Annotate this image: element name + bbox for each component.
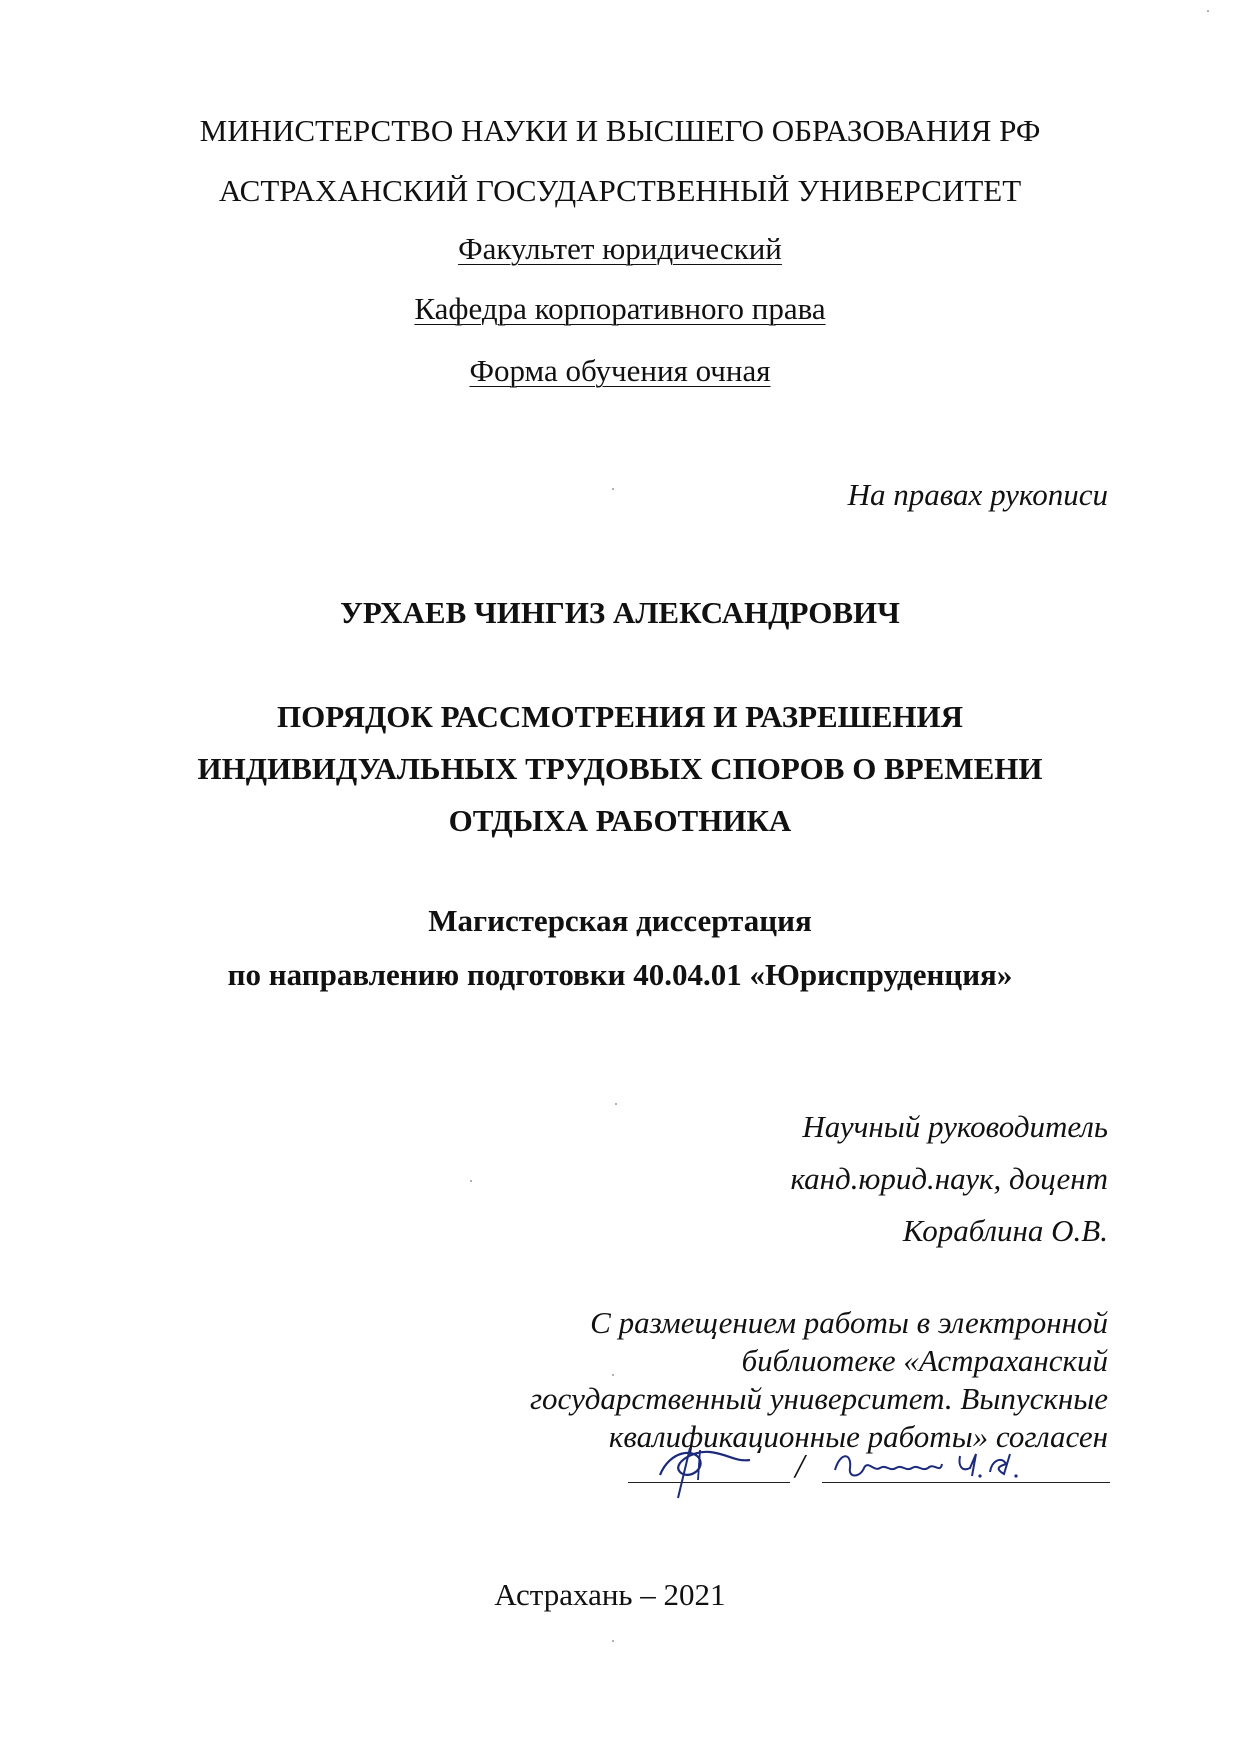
author-name: УРХАЕВ ЧИНГИЗ АЛЕКСАНДРОВИЧ	[340, 595, 900, 630]
consent-line-2: библиотеке «Астраханский	[741, 1343, 1108, 1378]
scan-speck	[612, 1374, 614, 1376]
consent-line-4: квалификационные работы» согласен	[608, 1419, 1108, 1454]
study-form-text: Форма обучения очная	[469, 353, 771, 388]
thesis-title-line-1: ПОРЯДОК РАССМОТРЕНИЯ И РАЗРЕШЕНИЯ	[276, 699, 964, 734]
study-direction: по направлению подготовки 40.04.01 «Юриспруденция»	[227, 957, 1013, 992]
consent-line-3: государственный университет. Выпускные	[529, 1381, 1108, 1416]
supervisor-role: Научный руководитель	[802, 1109, 1108, 1144]
scan-speck	[612, 488, 614, 490]
faculty-name	[0, 230, 1240, 268]
work-type: Магистерская диссертация	[428, 903, 812, 938]
supervisor-degree: канд.юрид.наук, доцент	[790, 1161, 1108, 1196]
consent-line-1: С размещением работы в электронной	[590, 1305, 1108, 1340]
scan-speck	[612, 1640, 614, 1642]
handwritten-signature	[640, 1430, 780, 1500]
ministry-name: МИНИСТЕРСТВО НАУКИ И ВЫСШЕГО ОБРАЗОВАНИЯ РФ	[199, 113, 1041, 148]
thesis-title-line-2: ИНДИВИДУАЛЬНЫХ ТРУДОВЫХ СПОРОВ О ВРЕМЕНИ	[197, 751, 1043, 786]
scan-speck	[470, 1180, 472, 1182]
handwritten-name	[830, 1442, 1030, 1492]
study-form	[0, 352, 1240, 390]
supervisor-name: Кораблина О.В.	[902, 1213, 1108, 1248]
scan-speck	[615, 1103, 617, 1105]
faculty-text: Факультет юридический	[458, 231, 782, 266]
university-name: АСТРАХАНСКИЙ ГОСУДАРСТВЕННЫЙ УНИВЕРСИТЕТ	[218, 173, 1022, 208]
city-year: Астрахань – 2021	[494, 1577, 726, 1612]
thesis-title-line-3: ОТДЫХА РАБОТНИКА	[448, 803, 792, 838]
signature-separator: /	[795, 1448, 805, 1485]
scan-speck	[1207, 10, 1209, 12]
department-text: Кафедра корпоративного права	[414, 291, 826, 326]
department-name	[0, 290, 1240, 328]
manuscript-note: На правах рукописи	[847, 477, 1108, 512]
